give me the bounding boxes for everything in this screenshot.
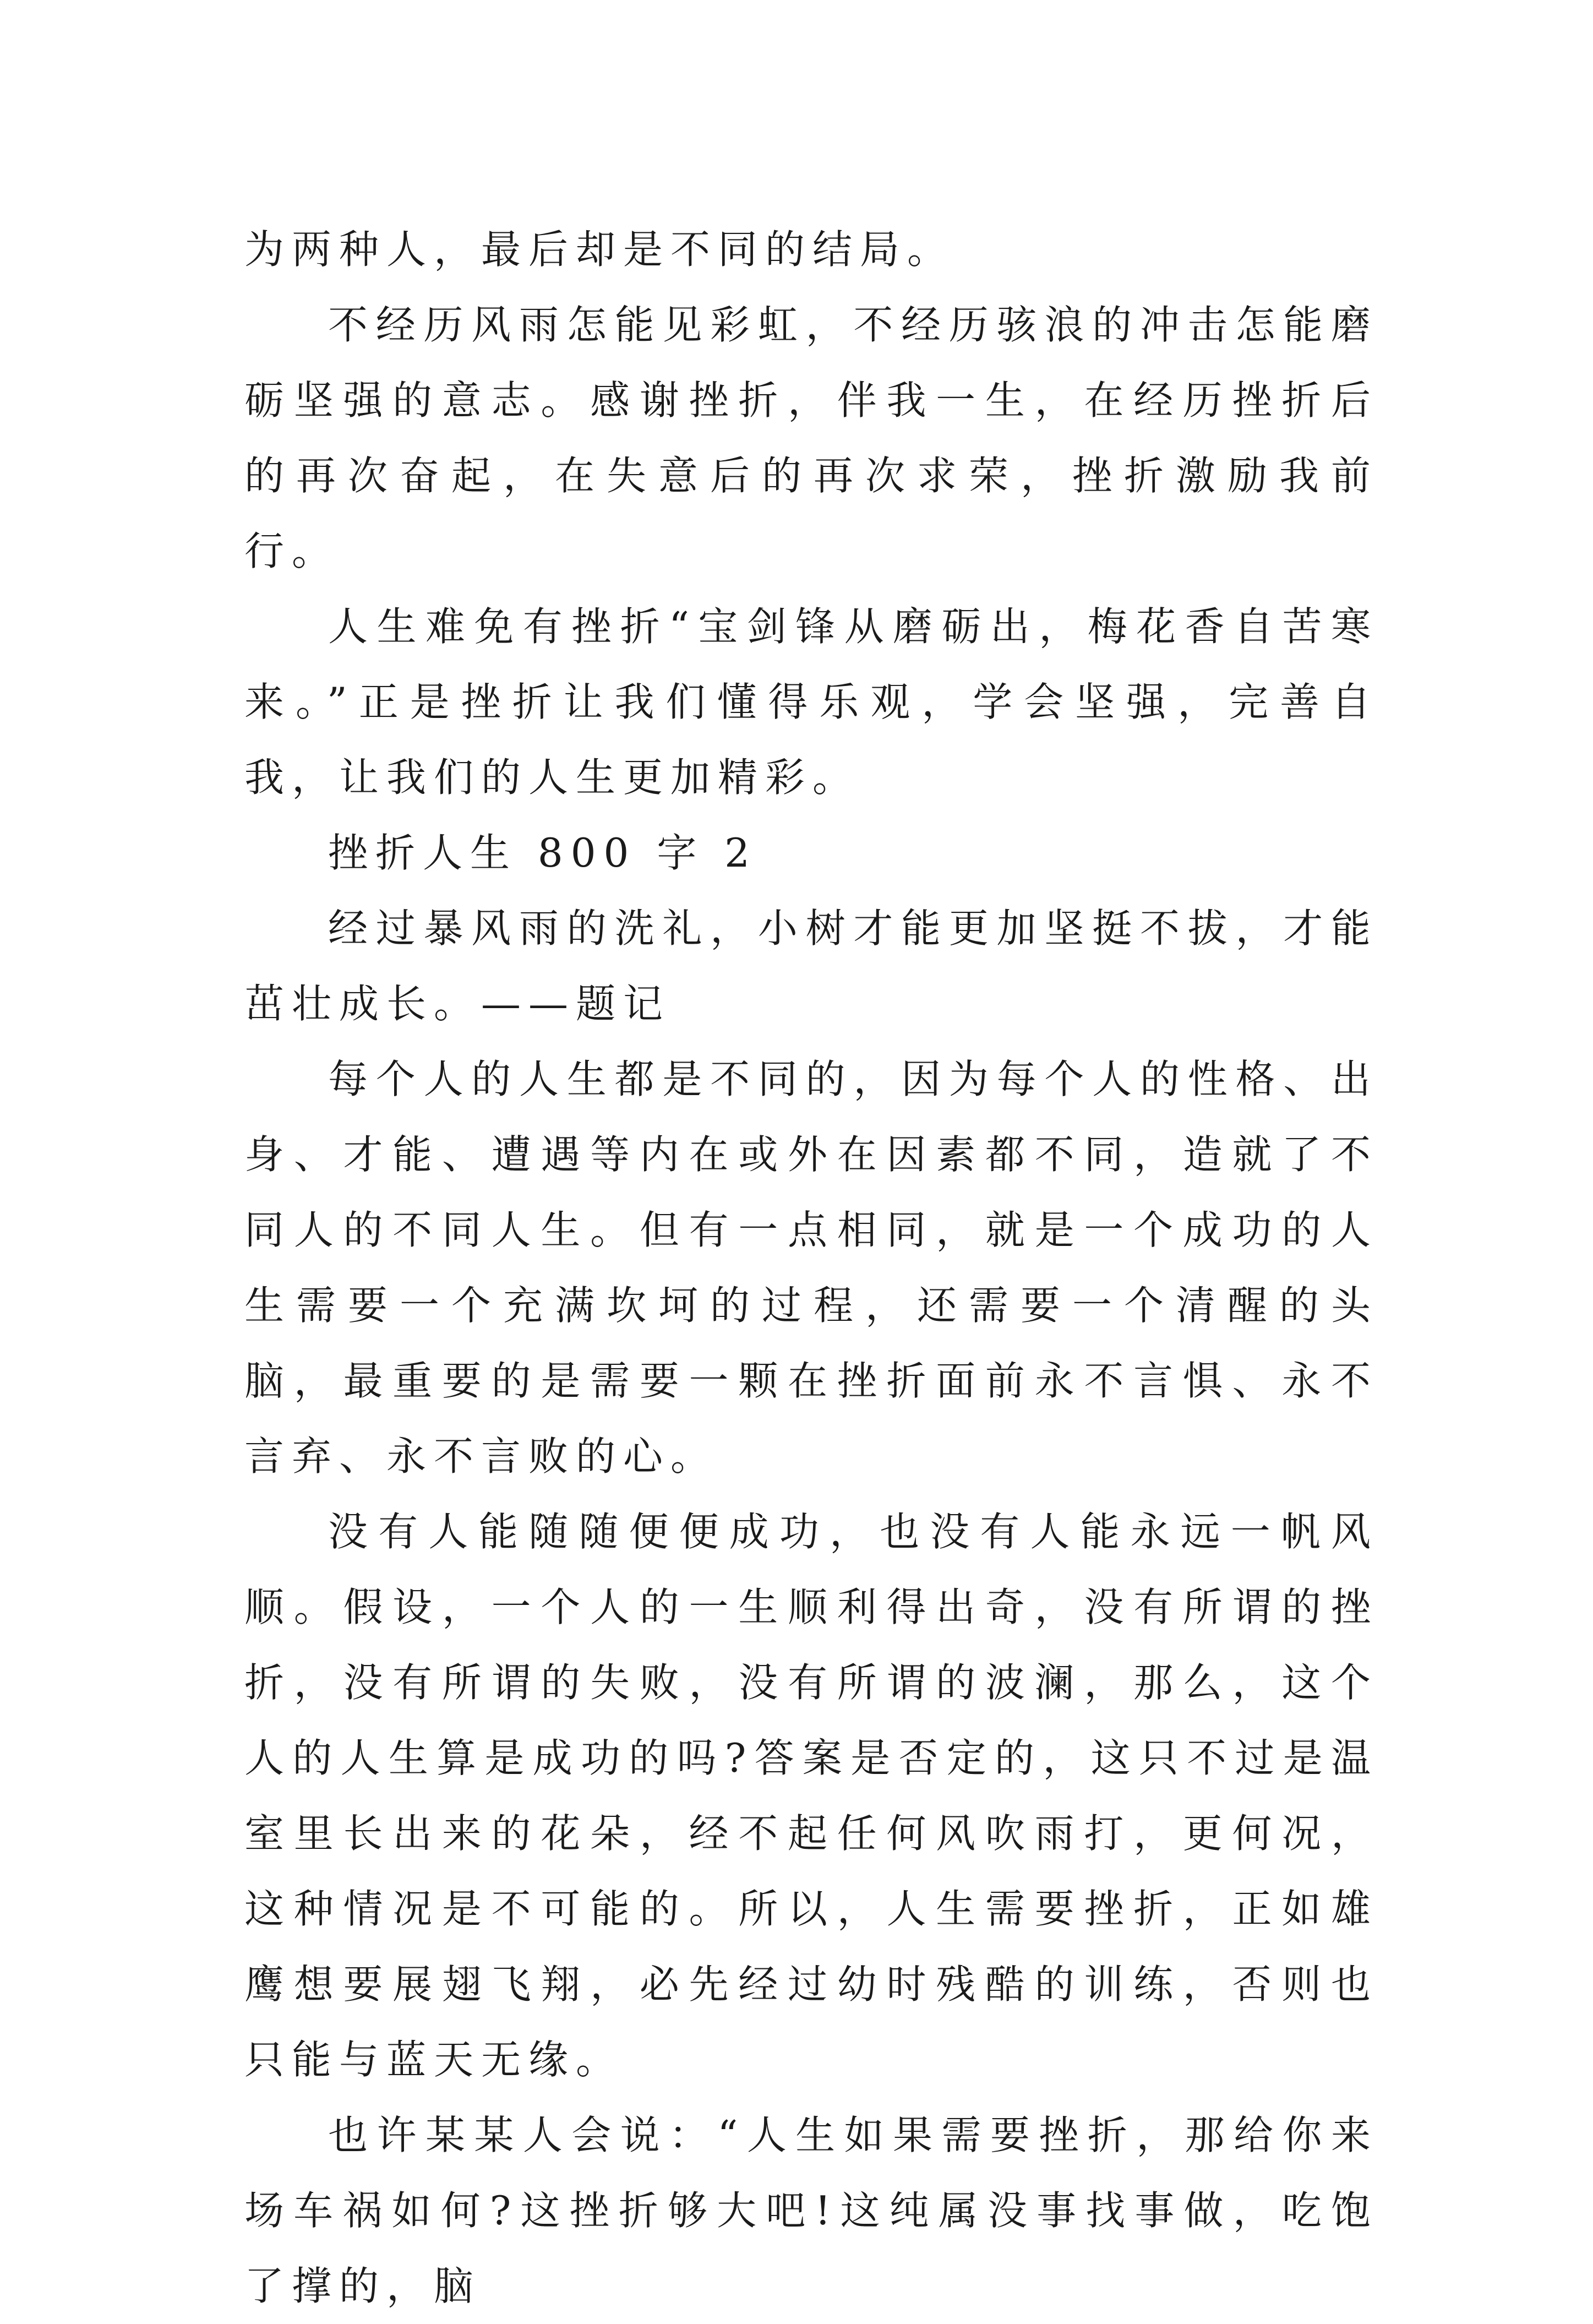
document-body <box>244 212 1378 2324</box>
paragraph: 没有人能随随便便成功，也没有人能永远一帆风顺。假设，一个人的一生顺利得出奇，没有所谓的挫折，没有所谓的失败，没有所谓的波澜，那么，这个人的人生算是成功的吗?答案是否定的，这只不过是温室里长出来的花朵，经不起任何风吹雨打，更何况，这种情况是不可能的。所以，人生需要挫折，正如雄鹰想要展翅飞翔，必先经过幼时残酷的训练，否则也只能与蓝天无缘。 <box>244 1509 1378 2083</box>
paragraph: 每个人的人生都是不同的，因为每个人的性格、出身、才能、遭遇等内在或外在因素都不同，造就了不同人的不同人生。但有一点相同，就是一个成功的人生需要一个充满坎坷的过程，还需要一个清醒的头脑，最重要的是需要一颗在挫折面前永不言惧、永不言弃、永不言败的心。 <box>244 1056 1378 1479</box>
paragraph: 也许某某人会说：“人生如果需要挫折，那给你来场车祸如何?这挫折够大吧!这纯属没事找事做，吃饱了撑的，脑 <box>244 2112 1378 2309</box>
paragraph: 人生难免有挫折“宝剑锋从磨砺出，梅花香自苦寒来。”正是挫折让我们懂得乐观，学会坚强，完善自我，让我们的人生更加精彩。 <box>244 603 1378 801</box>
paragraph: 不经历风雨怎能见彩虹，不经历骇浪的冲击怎能磨砺坚强的意志。感谢挫折，伴我一生，在经历挫折后的再次奋起，在失意后的再次求荣，挫折激励我前行。 <box>244 302 1378 574</box>
paragraph-continuation: 为两种人，最后却是不同的结局。 <box>244 226 955 273</box>
epigraph: 经过暴风雨的洗礼，小树才能更加坚挺不拔，才能茁壮成长。——题记 <box>244 905 1378 1027</box>
section-heading: 挫折人生 800 字 2 <box>328 830 757 876</box>
